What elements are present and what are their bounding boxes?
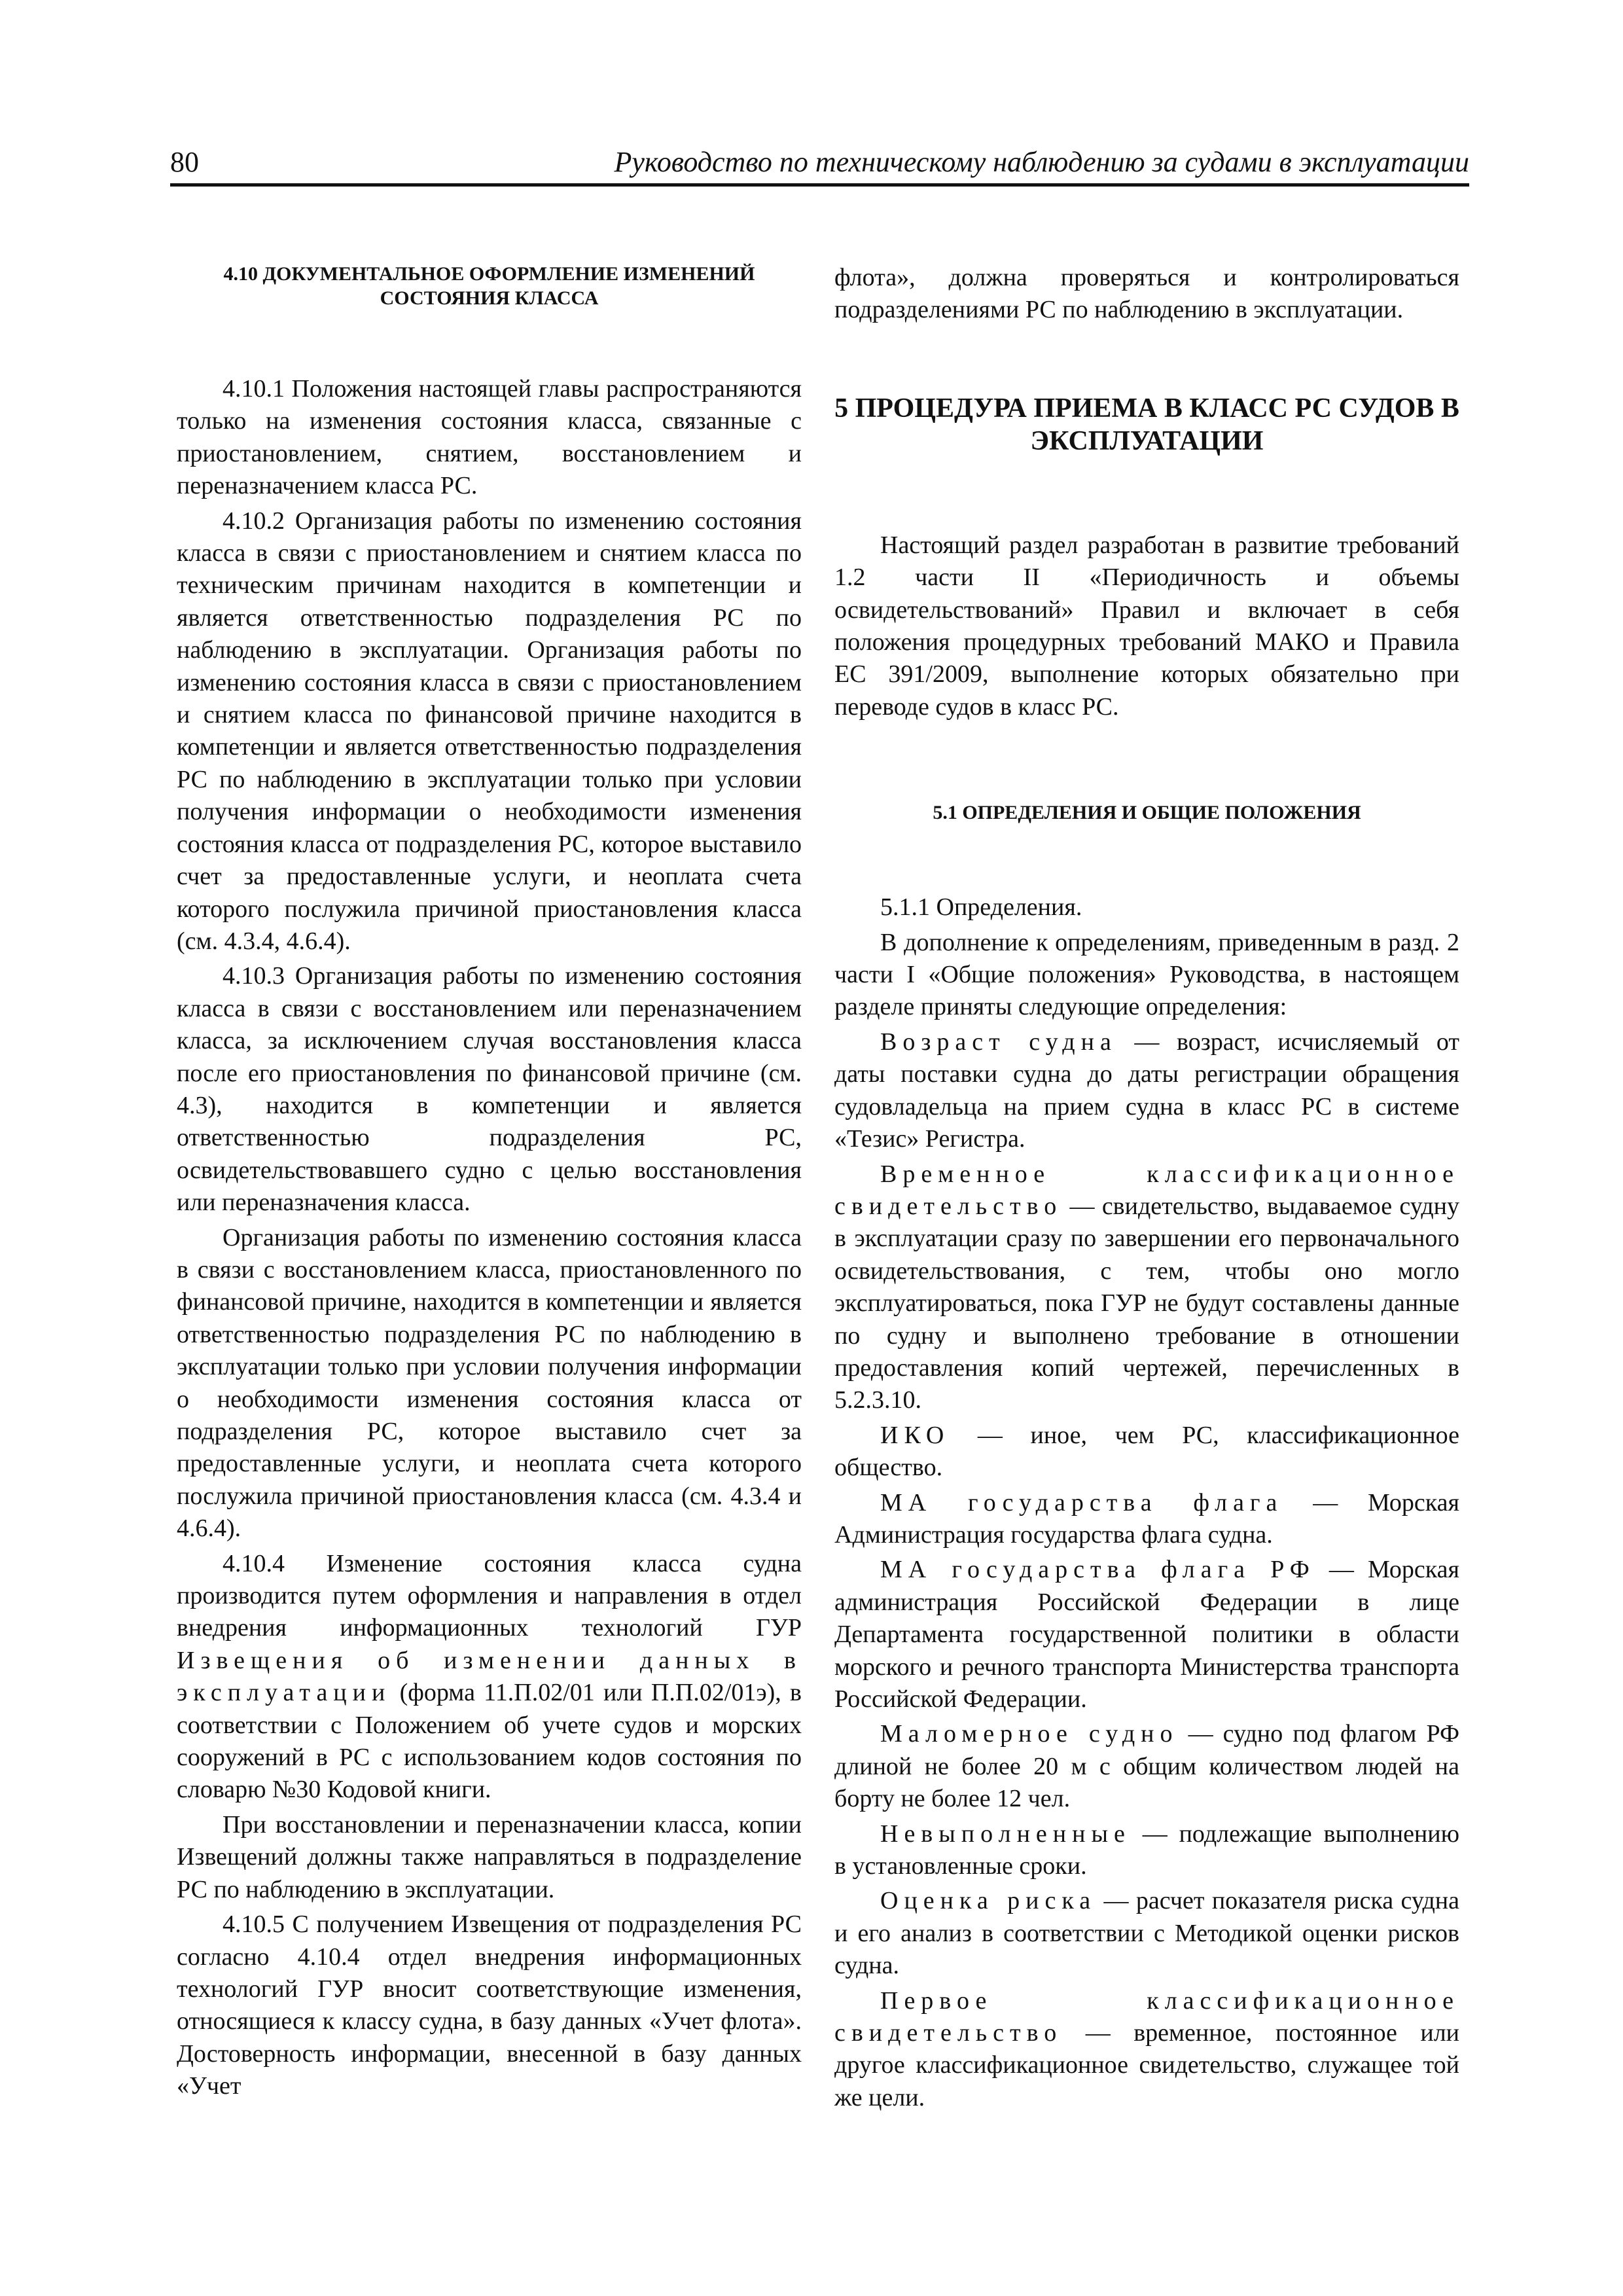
document-name: Извещения об изменении данных в эксплуатации — [177, 1646, 802, 1707]
definition-item — [834, 1420, 1459, 1484]
definition-term: МА государства флага — [880, 1488, 1283, 1516]
definition-text: — судно под флагом РФ длиной не более 20 м с общим количеством людей на борту не более 12 чел. — [834, 1720, 1459, 1813]
definition-text: — временное, постоянное или другое классификационное свидетельство, служащее той же цели. — [834, 2019, 1459, 2111]
paragraph-text: (форма 11.П.02/01 или П.П.02/01э), в соответствии с Положением об учете судов и морских сооружений в РС с использованием кодов состояния по словарю №30 Кодовой книги. — [177, 1679, 802, 1804]
definition-item — [834, 1158, 1459, 1417]
definition-term: ИКО — [880, 1421, 950, 1449]
paragraph-4-10-5: 4.10.5 С получением Извещения от подразделения РС согласно 4.10.4 отдел внедрения информационных технологий ГУР вносит соответствующие изменения, относящиеся к классу судна, в базу данных «Учет флота». Достоверность информации, внесенной в базу данных «Учет — [177, 1910, 802, 2100]
definition-text: — свидетельство, выдаваемое судну в эксплуатации сразу по завершении его первоначального освидетельствования, с тем, чтобы оно могло эксплуатироваться, пока ГУР не будут составлены данные по судну и выполнено требование в отношении предоставления копий чертежей, перечисленных в 5.2.3.10. — [834, 1192, 1459, 1414]
definition-term: Временное классификационное свидетельство — [834, 1160, 1459, 1220]
paragraph-continued: флота», должна проверяться и контролироваться подразделениями РС по наблюдению в эксплуатации. — [834, 264, 1459, 324]
paragraph-4-10-2: 4.10.2 Организация работы по изменению состояния класса в связи с приостановлением и снятием класса по техническим причинам находится в компетенции и является ответственностью подразделения РС по наблюдению в эксплуатации. Организация работы по изменению состояния класса в связи с приостановлением и снятием класса по финансовой причине находится в компетенции и является ответственностью подразделения РС по наблюдению в эксплуатации только при условии получения информации о необходимости изменения состояния класса от подразделения РС, которое выставило счет за предоставленные услуги, и неоплата счета которого послужила причиной приостановления класса (см. 4.3.4, 4.6.4). — [177, 507, 802, 955]
subsection-heading-5-1: 5.1 ОПРЕДЕЛЕНИЯ И ОБЩИЕ ПОЛОЖЕНИЯ — [933, 802, 1361, 824]
paragraph-4-10-3: 4.10.3 Организация работы по изменению состояния класса в связи с восстановлением или переназначением класса, за исключением случая восстановления класса после его приостановления по финансовой причине (см. 4.3), находится в компетенции и является ответственностью подразделения РС, освидетельствовавшего судно с целью восстановления или переназначения класса. — [177, 962, 802, 1217]
paragraph-4-10-4-cont: При восстановлении и переназначении класса, копии Извещений должны также направляться в подразделение РС по наблюдению в эксплуатации. — [177, 1810, 802, 1903]
paragraph-intro: Настоящий раздел разработан в развитие требований 1.2 части II «Периодичность и объемы освидетельствований» Правил и включает в себя положения процедурных требований МАКО и Правила ЕС 391/2009, выполнение которых обязательно при переводе судов в класс РС. — [834, 531, 1459, 721]
definition-term: Невыполненные — [880, 1820, 1131, 1848]
definition-term: Первое классификационное свидетельство — [834, 1986, 1459, 2047]
paragraph-5-1-1: 5.1.1 Определения. — [880, 893, 1082, 922]
right-column — [834, 262, 1459, 2117]
definition-text: — подлежащие выполнению в установленные сроки. — [834, 1820, 1459, 1880]
definition-item — [834, 1718, 1459, 1815]
definition-text: — Морская администрация Российской Федерации в лице Департамента государственной политики в области морского и речного транспорта Министерства транспорта Российской Федерации. — [834, 1556, 1459, 1713]
definition-term: Оценка риска — [880, 1887, 1097, 1915]
paragraph-definitions-lead: В дополнение к определениям, приведенным в разд. 2 части I «Общие положения» Руководства, в настоящем разделе приняты следующие определения: — [834, 928, 1459, 1021]
definition-term: Возраст судна — [880, 1028, 1117, 1056]
definition-text: — расчет показателя риска судна и его анализ в соответствии с Методикой оценки рисков судна. — [834, 1887, 1459, 1980]
page-number: 80 — [170, 146, 199, 178]
left-column — [177, 262, 802, 2106]
definition-item — [834, 1985, 1459, 2115]
subsection-heading-4-10: 4.10 ДОКУМЕНТАЛЬНОЕ ОФОРМЛЕНИЕ ИЗМЕНЕНИЙ СОСТОЯНИЯ КЛАССА — [223, 263, 755, 309]
paragraph-4-10-3-cont: Организация работы по изменению состояния класса в связи с восстановлением класса, приостановленного по финансовой причине, находится в компетенции и является ответственностью подразделения РС по наблюдению в эксплуатации только при условии получения информации о необходимости изменения состояния класса от подразделения РС, которое выставило счет за предоставленные услуги, и неоплата счета которого послужила причиной приостановления класса (см. 4.3.4 и 4.6.4). — [177, 1223, 802, 1543]
definition-text: — иное, чем РС, классификационное общество. — [834, 1421, 1459, 1482]
definition-text: — Морская Администрация государства флага судна. — [834, 1488, 1459, 1549]
running-title: Руководство по техническому наблюдению за судами в эксплуатации — [614, 146, 1469, 178]
page-header — [170, 145, 1469, 187]
definition-item — [834, 1487, 1459, 1552]
definition-term: МА государства флага РФ — [880, 1556, 1315, 1584]
paragraph-4-10-4 — [177, 1548, 802, 1806]
definition-item — [834, 1026, 1459, 1156]
paragraph-4-10-1: 4.10.1 Положения настоящей главы распространяются только на изменения состояния класса, связанные с приостановлением, снятием, восстановлением и переназначением класса РС. — [177, 375, 802, 500]
definition-term: Маломерное судно — [880, 1720, 1179, 1748]
definition-item — [834, 1885, 1459, 1982]
definition-text: — возраст, исчисляемый от даты поставки судна до даты регистрации обращения судовладельца на прием судна в класс РС в системе «Тезис» Регистра. — [834, 1028, 1459, 1153]
definition-item — [834, 1818, 1459, 1883]
definition-item — [834, 1554, 1459, 1715]
section-heading-5: 5 ПРОЦЕДУРА ПРИЕМА В КЛАСС РС СУДОВ В ЭКСПЛУАТАЦИИ — [834, 393, 1459, 456]
paragraph-text: 4.10.4 Изменение состояния класса судна производится путем оформления и направления в отдел внедрения информационных технологий ГУР — [177, 1549, 802, 1642]
